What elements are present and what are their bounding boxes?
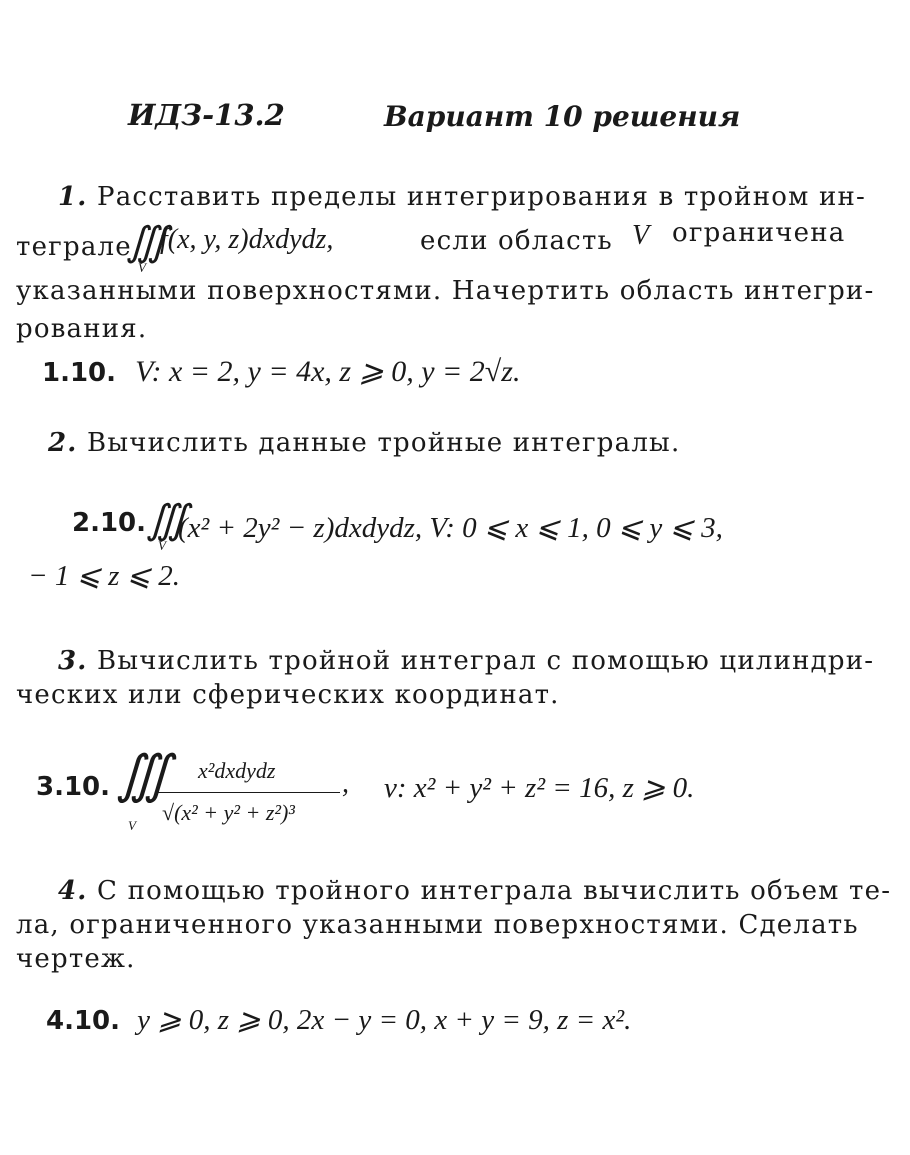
task3-number: 3. bbox=[58, 646, 88, 676]
subtask-1-10-expression: V: x = 2, y = 4x, z ⩾ 0, y = 2√z. bbox=[135, 355, 521, 388]
task4-text-line1: С помощью тройного интеграла вычислить объем те- bbox=[97, 876, 892, 906]
subtask-3-10-label: 3.10. bbox=[36, 772, 111, 802]
task2-integral-symbol: ∭ V bbox=[146, 497, 179, 553]
subtask-1-10-label: 1.10. bbox=[42, 358, 117, 388]
task1-region-symbol: V bbox=[632, 220, 650, 251]
task2-number: 2. bbox=[48, 428, 78, 458]
doc-code: ИДЗ-13.2 bbox=[128, 98, 285, 132]
subtask-2-10-label: 2.10. bbox=[72, 508, 147, 538]
task3-fraction-bar bbox=[156, 792, 340, 793]
subtask-3-10-condition: v: x² + y² + z² = 16, z ⩾ 0. bbox=[384, 772, 695, 804]
subtask-1-10 bbox=[42, 354, 520, 389]
task4-text-line2: ла, ограниченного указанными поверхностями. Сделать bbox=[16, 910, 859, 940]
task2-line bbox=[48, 428, 680, 458]
task3-fraction-numerator: x²dxdydz bbox=[198, 758, 276, 783]
task3-text-line1: Вычислить тройной интеграл с помощью цилиндри- bbox=[97, 646, 875, 676]
task1-text-line4: рования. bbox=[16, 314, 148, 344]
task3-fraction-comma: , bbox=[342, 768, 349, 799]
task3-line1 bbox=[58, 646, 874, 676]
task1-text-line3: указанными поверхностями. Начертить область интегри- bbox=[16, 276, 875, 306]
task1-integrand: f(x, y, z)dxdydz, bbox=[160, 224, 334, 255]
doc-variant: Вариант 10 решения bbox=[384, 100, 741, 133]
task1-text-line2a: теграле bbox=[16, 232, 132, 262]
task4-text-line3: чертеж. bbox=[16, 944, 136, 974]
subtask-4-10 bbox=[46, 1002, 631, 1037]
task1-text-line2c: если область bbox=[420, 226, 613, 256]
task1-integral-symbol: ∭ V bbox=[126, 219, 159, 275]
subtask-4-10-expression: y ⩾ 0, z ⩾ 0, 2x − y = 0, x + y = 9, z = x². bbox=[137, 1004, 632, 1036]
task4-line1 bbox=[58, 876, 891, 906]
task1-line1 bbox=[58, 182, 866, 212]
task1-text-line2e: ограничена bbox=[672, 218, 846, 248]
task1-text-line1: Расставить пределы интегрирования в тройном ин- bbox=[97, 182, 867, 212]
task1-number: 1. bbox=[58, 182, 88, 212]
task3-integral-symbol: ∭ V bbox=[116, 747, 161, 833]
subtask-2-10-expression: (x² + 2y² − z)dxdydz, V: 0 ⩽ x ⩽ 1, 0 ⩽ y ⩽ 3, bbox=[178, 512, 723, 544]
subtask-2-10-expression-cont: − 1 ⩽ z ⩽ 2. bbox=[28, 560, 180, 592]
task2-text: Вычислить данные тройные интегралы. bbox=[87, 428, 681, 458]
task4-number: 4. bbox=[58, 876, 88, 906]
subtask-4-10-label: 4.10. bbox=[46, 1006, 121, 1036]
task3-fraction-denominator: √(x² + y² + z²)³ bbox=[162, 800, 295, 825]
task3-text-line2: ческих или сферических координат. bbox=[16, 680, 560, 710]
